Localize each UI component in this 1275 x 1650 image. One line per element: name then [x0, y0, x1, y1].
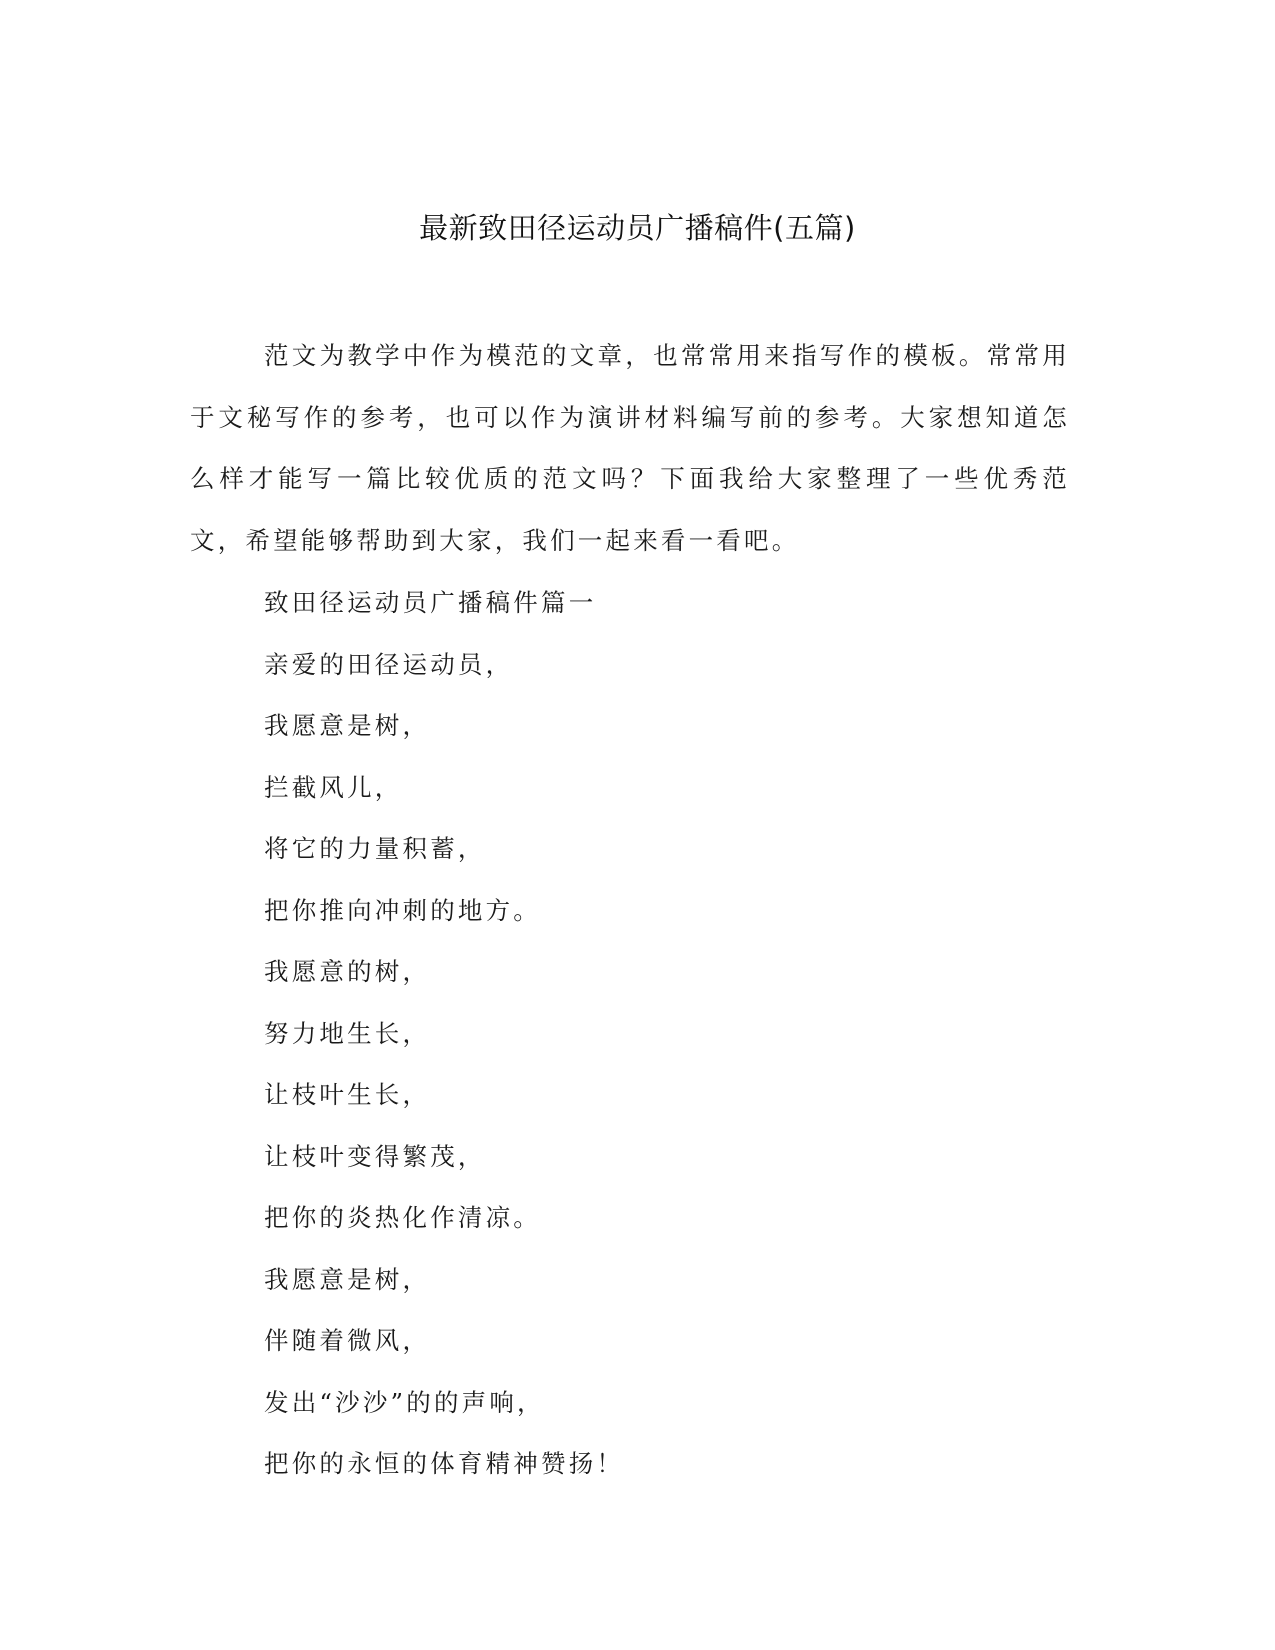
- section-heading: 致田径运动员广播稿件篇一: [264, 588, 597, 617]
- poem-line: 我愿意的树，: [264, 957, 431, 986]
- poem-line: 伴随着微风，: [264, 1326, 431, 1355]
- poem-line: 把你的炎热化作清凉。: [264, 1203, 541, 1232]
- poem-line: 让枝叶变得繁茂，: [264, 1141, 486, 1171]
- poem-line: 将它的力量积蓄，: [264, 834, 486, 863]
- poem-line: 努力地生长，: [264, 1018, 431, 1048]
- poem-line: 让枝叶生长，: [264, 1080, 431, 1109]
- poem-line: 拦截风儿，: [264, 772, 403, 802]
- poem-line: 我愿意是树，: [264, 1264, 431, 1294]
- intro-paragraph: 范文为教学中作为模范的文章，也常常用来指写作的模板。常常用于文秘写作的参考，也可以作为演讲材料编写前的参考。大家想知道怎么样才能写一篇比较优质的范文吗？下面我给大家整理了一些优秀范文，希望能够帮助到大家，我们一起来看一看吧。: [190, 341, 1070, 555]
- poem-line: 把你推向冲刺的地方。: [264, 895, 541, 925]
- poem-line: 亲爱的田径运动员，: [264, 649, 514, 679]
- poem-line: 我愿意是树，: [264, 711, 431, 740]
- poem-line: 发出“沙沙”的的声响，: [264, 1387, 545, 1417]
- poem-line: 把你的永恒的体育精神赞扬！: [264, 1449, 625, 1478]
- document-title: 最新致田径运动员广播稿件(五篇): [419, 211, 856, 245]
- body-lines: [264, 572, 624, 1495]
